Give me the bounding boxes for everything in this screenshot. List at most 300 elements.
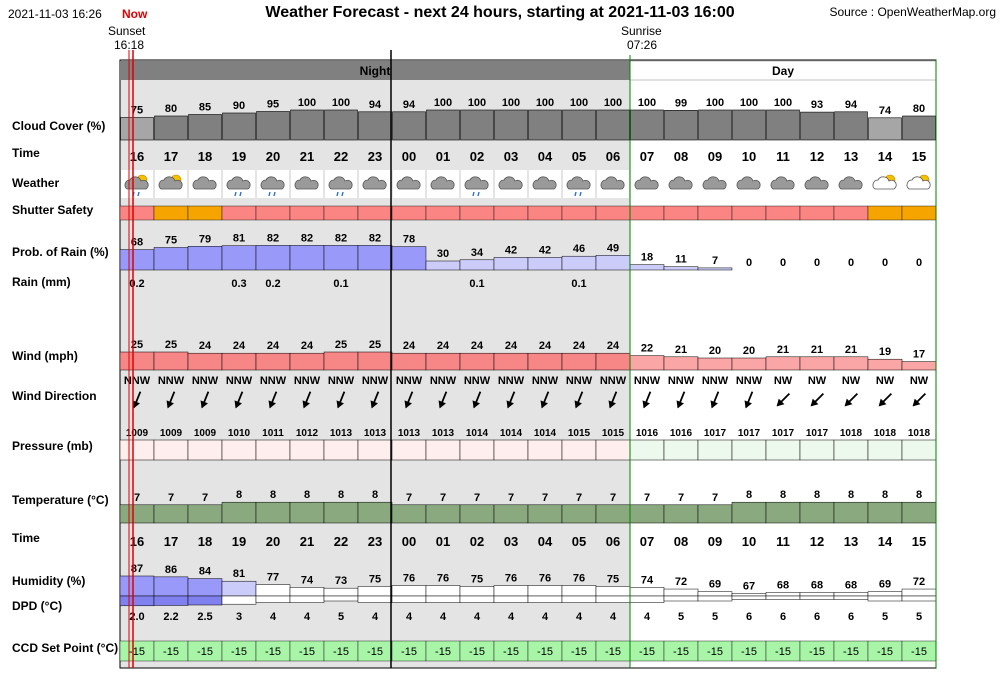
pressure-value: 1014 [533, 428, 557, 439]
row-label: Time [12, 531, 40, 545]
wind-speed-bar [766, 357, 800, 370]
shutter-cell [834, 206, 868, 220]
pressure-bar [562, 440, 596, 460]
day-label: Day [771, 64, 795, 78]
row-label: CCD Set Point (°C) [12, 641, 119, 655]
pressure-value: 1015 [567, 428, 591, 439]
rain-prob-bar [596, 255, 630, 270]
rain-icon [461, 170, 493, 198]
shutter-cell [494, 206, 528, 220]
dpd-bar [154, 596, 188, 605]
dpd-bar [392, 596, 426, 603]
shutter-cell [630, 206, 664, 220]
ccd-value: -15 [129, 646, 145, 658]
dpd-value: 5 [881, 611, 889, 623]
cloud-cover-bar [121, 118, 154, 141]
humidity-value: 76 [436, 572, 450, 585]
rain-prob-value: 79 [198, 233, 212, 246]
pressure-value: 1018 [839, 428, 863, 439]
arrow-head [708, 400, 718, 409]
row-label: Rain (mm) [12, 275, 71, 289]
dpd-bar [528, 596, 562, 603]
wind-speed-bar [528, 353, 562, 370]
dpd-value: 3 [235, 611, 243, 623]
ccd-value: -15 [197, 646, 213, 658]
humidity-value: 77 [266, 571, 280, 584]
time-label: 14 [877, 534, 893, 549]
rain-prob-bar [494, 257, 528, 270]
wind-speed-bar [358, 352, 392, 370]
row-label: Temperature (°C) [12, 493, 109, 507]
time-label: 06 [605, 534, 621, 549]
pressure-bar [630, 440, 664, 460]
dpd-value: 2.0 [129, 611, 145, 623]
rain-mm-value: 0.3 [231, 278, 247, 290]
wind-speed-value: 24 [606, 340, 620, 353]
rain-mm-value: 0.2 [129, 278, 145, 290]
temperature-value: 8 [269, 489, 277, 502]
time-label: 22 [333, 149, 349, 164]
sun-cloud-icon [903, 170, 935, 198]
time-label: 04 [537, 149, 553, 164]
rain-prob-bar [528, 257, 562, 270]
rain-prob-bar [562, 256, 596, 270]
humidity-value: 84 [198, 565, 212, 578]
rain-prob-bar [222, 246, 256, 270]
temperature-bar [664, 505, 698, 523]
pressure-value: 1017 [737, 428, 761, 439]
wind-speed-value: 21 [776, 343, 790, 356]
dpd-bar [868, 596, 902, 601]
temperature-bar [154, 505, 188, 523]
shutter-cell [324, 206, 358, 220]
temperature-value: 8 [745, 489, 753, 502]
rain-prob-value: 0 [847, 257, 855, 269]
wind-arrow-icon [640, 390, 654, 410]
wind-dir-label: NW [773, 375, 793, 387]
time-label: 20 [265, 534, 281, 549]
dpd-value: 6 [813, 611, 821, 623]
shutter-cell [290, 206, 324, 220]
dpd-bar [120, 596, 154, 606]
dpd-bar [290, 596, 324, 603]
humidity-bar [392, 586, 426, 596]
time-label: 07 [639, 149, 655, 164]
humidity-value: 87 [130, 562, 144, 575]
cloud-cover-bar [257, 112, 290, 141]
pressure-bar [664, 440, 698, 460]
pressure-bar [222, 440, 256, 460]
shutter-cell [188, 206, 222, 220]
shutter-cell [256, 206, 290, 220]
rain-prob-value: 0 [745, 257, 753, 269]
cloud-cover-value: 80 [164, 103, 178, 115]
cloud-cover-value: 94 [368, 98, 382, 111]
ccd-value: -15 [707, 646, 723, 658]
time-label: 05 [571, 149, 587, 164]
time-label: 10 [741, 534, 757, 549]
wind-arrow-icon [708, 390, 722, 410]
ccd-value: -15 [299, 646, 315, 658]
ccd-value: -15 [911, 646, 927, 658]
ccd-value: -15 [333, 646, 349, 658]
rain-prob-value: 82 [300, 232, 314, 245]
wind-speed-bar [154, 352, 188, 370]
rain-prob-value: 82 [266, 232, 280, 245]
cloud-icon [291, 170, 323, 198]
time-label: 02 [469, 534, 485, 549]
rain-prob-value: 42 [504, 244, 518, 257]
time-label: 19 [231, 149, 247, 164]
ccd-value: -15 [503, 646, 519, 658]
arrow-head [742, 400, 752, 409]
cloud-cover-bar [835, 112, 868, 140]
night-label: Night [359, 64, 391, 78]
dpd-value: 4 [609, 611, 617, 623]
humidity-value: 76 [402, 572, 416, 585]
row-label: Wind (mph) [12, 349, 78, 363]
temperature-value: 7 [575, 491, 583, 504]
temperature-bar [698, 505, 732, 523]
temperature-bar [528, 505, 562, 523]
rain-mm-value: 0.1 [469, 278, 485, 290]
cloud-cover-bar [529, 110, 562, 140]
pressure-value: 1011 [262, 428, 284, 439]
temperature-bar [494, 505, 528, 523]
humidity-value: 72 [912, 576, 926, 589]
ccd-value: -15 [809, 646, 825, 658]
rain-prob-bar [698, 268, 732, 270]
pressure-value: 1013 [397, 428, 421, 439]
time-label: 12 [809, 149, 825, 164]
ccd-value: -15 [775, 646, 791, 658]
cloud-cover-value: 80 [912, 103, 926, 115]
wind-dir-label: NW [841, 375, 861, 387]
pressure-bar [528, 440, 562, 460]
rain-prob-value: 11 [675, 253, 687, 266]
pressure-value: 1014 [465, 428, 489, 439]
pressure-bar [494, 440, 528, 460]
temperature-value: 7 [609, 491, 617, 504]
pressure-bar [460, 440, 494, 460]
wind-speed-value: 24 [402, 340, 416, 353]
time-label: 21 [299, 149, 315, 164]
row-label: Shutter Safety [12, 203, 94, 217]
wind-speed-bar [494, 353, 528, 370]
cloud-cover-bar [699, 110, 732, 140]
time-label: 08 [673, 149, 689, 164]
shutter-cell [664, 206, 698, 220]
ccd-value: -15 [231, 646, 247, 658]
cloud-cover-value: 100 [331, 97, 351, 109]
wind-speed-value: 24 [198, 340, 212, 353]
pressure-bar [698, 440, 732, 460]
wind-speed-bar [392, 353, 426, 370]
humidity-bar [222, 581, 256, 596]
cloud-cover-value: 75 [130, 104, 144, 117]
dpd-bar [324, 596, 358, 601]
cloud-icon [801, 170, 833, 198]
temperature-bar [256, 502, 290, 523]
wind-speed-value: 24 [504, 340, 518, 353]
rain-prob-value: 82 [368, 232, 382, 245]
wind-speed-bar [834, 357, 868, 370]
wind-speed-bar [630, 356, 664, 370]
wind-speed-bar [800, 357, 834, 370]
humidity-value: 69 [708, 578, 722, 591]
rain-prob-value: 0 [813, 257, 821, 269]
shutter-cell [868, 206, 902, 220]
ccd-value: -15 [265, 646, 281, 658]
temperature-bar [902, 502, 936, 523]
wind-arrow-icon [808, 391, 826, 409]
ccd-value: -15 [163, 646, 179, 658]
cloud-icon [529, 170, 561, 198]
row-label: Humidity (%) [12, 574, 86, 588]
wind-speed-bar [120, 352, 154, 370]
cloud-cover-value: 100 [297, 97, 317, 109]
dpd-value: 6 [779, 611, 787, 623]
pressure-value: 1017 [703, 428, 727, 439]
time-label: 09 [707, 534, 723, 549]
arrow-head [640, 400, 650, 409]
humidity-value: 67 [742, 580, 756, 593]
time-label: 18 [197, 149, 213, 164]
dpd-bar [188, 596, 222, 605]
wind-dir-label: NNW [157, 375, 185, 387]
rain-prob-value: 82 [334, 232, 348, 245]
rain-icon [325, 170, 357, 198]
rain-mm-value: 0.1 [571, 278, 587, 290]
cloud-icon [393, 170, 425, 198]
rain-prob-value: 68 [130, 236, 144, 249]
wind-speed-bar [902, 362, 936, 370]
cloud-cover-bar [495, 110, 528, 140]
sunrise-label: Sunrise [621, 24, 662, 38]
temperature-value: 7 [541, 491, 549, 504]
rain-prob-value: 0 [915, 257, 923, 269]
dpd-bar [630, 596, 664, 603]
pressure-bar [392, 440, 426, 460]
wind-speed-value: 20 [708, 345, 722, 357]
temperature-bar [562, 505, 596, 523]
cloud-icon [665, 170, 697, 198]
wind-dir-label: NNW [225, 375, 253, 387]
time-label: 23 [367, 149, 383, 164]
humidity-bar [562, 586, 596, 596]
temperature-bar [290, 502, 324, 523]
now-label: Now [122, 7, 148, 21]
dpd-value: 5 [915, 611, 923, 623]
humidity-bar [188, 579, 222, 596]
rain-prob-bar [392, 247, 426, 270]
rain-icon [563, 170, 595, 198]
wind-dir-label: NNW [667, 375, 695, 387]
pressure-value: 1009 [159, 428, 183, 439]
wind-dir-label: NNW [259, 375, 287, 387]
pressure-value: 1014 [499, 428, 523, 439]
wind-speed-value: 25 [164, 339, 178, 351]
shutter-cell [222, 206, 256, 220]
wind-dir-label: NNW [565, 375, 593, 387]
temperature-bar [800, 502, 834, 523]
wind-speed-value: 24 [436, 340, 450, 353]
row-label: Wind Direction [12, 389, 97, 403]
wind-speed-bar [664, 357, 698, 370]
humidity-bar [528, 586, 562, 596]
dpd-bar [562, 596, 596, 603]
cloud-cover-bar [869, 118, 902, 140]
temperature-value: 7 [711, 491, 719, 504]
dpd-value: 5 [677, 611, 685, 623]
ccd-value: -15 [571, 646, 587, 658]
pressure-value: 1013 [363, 428, 387, 439]
humidity-value: 68 [810, 579, 824, 592]
cloud-cover-value: 100 [535, 97, 555, 109]
row-label: Prob. of Rain (%) [12, 245, 109, 259]
temperature-value: 8 [881, 489, 889, 502]
rain-prob-value: 42 [538, 244, 552, 257]
rain-prob-value: 7 [711, 254, 719, 267]
humidity-bar [256, 585, 290, 596]
rain-prob-bar [426, 261, 460, 270]
temperature-bar [358, 502, 392, 523]
time-label: 14 [877, 149, 893, 164]
rain-icon [223, 170, 255, 198]
rain-prob-value: 49 [606, 242, 620, 255]
pressure-value: 1013 [431, 428, 455, 439]
humidity-bar [732, 593, 766, 596]
humidity-value: 81 [232, 568, 246, 581]
time-label: 01 [435, 534, 451, 549]
cloud-cover-bar [767, 110, 800, 140]
cloud-cover-bar [597, 110, 630, 140]
arrow-head [674, 400, 684, 409]
cloud-icon [699, 170, 731, 198]
time-label: 17 [163, 149, 179, 164]
dpd-bar [664, 596, 698, 601]
humidity-bar [494, 586, 528, 596]
dpd-value: 4 [269, 611, 277, 623]
shutter-cell [596, 206, 630, 220]
shutter-cell [528, 206, 562, 220]
row-label: DPD (°C) [12, 599, 63, 613]
sunset-label: Sunset [108, 24, 146, 38]
cloud-cover-bar [427, 110, 460, 140]
dpd-value: 4 [473, 611, 481, 623]
wind-dir-label: NW [875, 375, 895, 387]
cloud-cover-bar [393, 112, 426, 140]
time-label: 10 [741, 149, 757, 164]
temperature-value: 8 [371, 489, 379, 502]
cloud-cover-bar [155, 116, 188, 140]
rain-prob-bar [256, 245, 290, 270]
pressure-bar [324, 440, 358, 460]
cloud-cover-value: 100 [569, 97, 589, 109]
dpd-value: 4 [643, 611, 651, 623]
wind-speed-value: 17 [912, 348, 926, 361]
wind-speed-value: 24 [232, 340, 246, 353]
wind-speed-value: 19 [878, 346, 892, 359]
rain-prob-bar [154, 248, 188, 271]
wind-dir-label: NNW [327, 375, 355, 387]
temperature-bar [834, 502, 868, 523]
temperature-value: 7 [405, 491, 413, 504]
time-label: 13 [843, 534, 859, 549]
wind-speed-value: 21 [674, 343, 688, 356]
temperature-value: 7 [201, 491, 209, 504]
time-label: 08 [673, 534, 689, 549]
humidity-bar [868, 592, 902, 596]
wind-speed-value: 24 [300, 340, 314, 353]
pressure-bar [120, 440, 154, 460]
cloud-cover-value: 100 [603, 97, 623, 109]
wind-speed-value: 20 [742, 345, 756, 357]
wind-dir-label: NNW [395, 375, 423, 387]
pressure-value: 1016 [669, 428, 693, 439]
dpd-bar [596, 596, 630, 603]
wind-speed-bar [698, 358, 732, 370]
time-label: 20 [265, 149, 281, 164]
cloud-icon [835, 170, 867, 198]
pressure-bar [800, 440, 834, 460]
temperature-value: 7 [167, 491, 175, 504]
humidity-bar [120, 576, 154, 596]
pressure-bar [426, 440, 460, 460]
humidity-value: 68 [776, 579, 790, 592]
time-label: 01 [435, 149, 451, 164]
ccd-value: -15 [843, 646, 859, 658]
rain-prob-bar [324, 245, 358, 270]
temperature-bar [188, 505, 222, 523]
shutter-cell [732, 206, 766, 220]
temperature-bar [460, 505, 494, 523]
dpd-bar [834, 596, 868, 599]
shutter-cell [154, 206, 188, 220]
pressure-bar [596, 440, 630, 460]
wind-speed-bar [868, 359, 902, 370]
time-label: 04 [537, 534, 553, 549]
time-label: 03 [503, 149, 519, 164]
humidity-bar [834, 593, 868, 596]
pressure-bar [358, 440, 392, 460]
time-label: 00 [401, 149, 417, 164]
temperature-bar [630, 505, 664, 523]
page-title: Weather Forecast - next 24 hours, starting at 2021-11-03 16:00 [265, 4, 735, 21]
humidity-bar [800, 593, 834, 596]
pressure-bar [834, 440, 868, 460]
cloud-cover-bar [665, 110, 698, 140]
forecast-timestamp: 2021-11-03 16:26 [8, 7, 102, 21]
wind-dir-label: NW [807, 375, 827, 387]
dpd-value: 5 [711, 611, 719, 623]
shutter-cell [766, 206, 800, 220]
cloud-cover-bar [631, 110, 664, 140]
temperature-value: 7 [507, 491, 515, 504]
dpd-value: 4 [575, 611, 583, 623]
rain-prob-value: 78 [402, 233, 416, 246]
time-label: 16 [129, 149, 145, 164]
ccd-value: -15 [639, 646, 655, 658]
temperature-value: 8 [337, 489, 345, 502]
ccd-value: -15 [469, 646, 485, 658]
humidity-bar [154, 577, 188, 596]
row-label: Cloud Cover (%) [12, 119, 106, 133]
wind-speed-bar [324, 352, 358, 370]
wind-dir-label: NNW [633, 375, 661, 387]
wind-dir-label: NNW [599, 375, 627, 387]
pressure-value: 1012 [295, 428, 319, 439]
